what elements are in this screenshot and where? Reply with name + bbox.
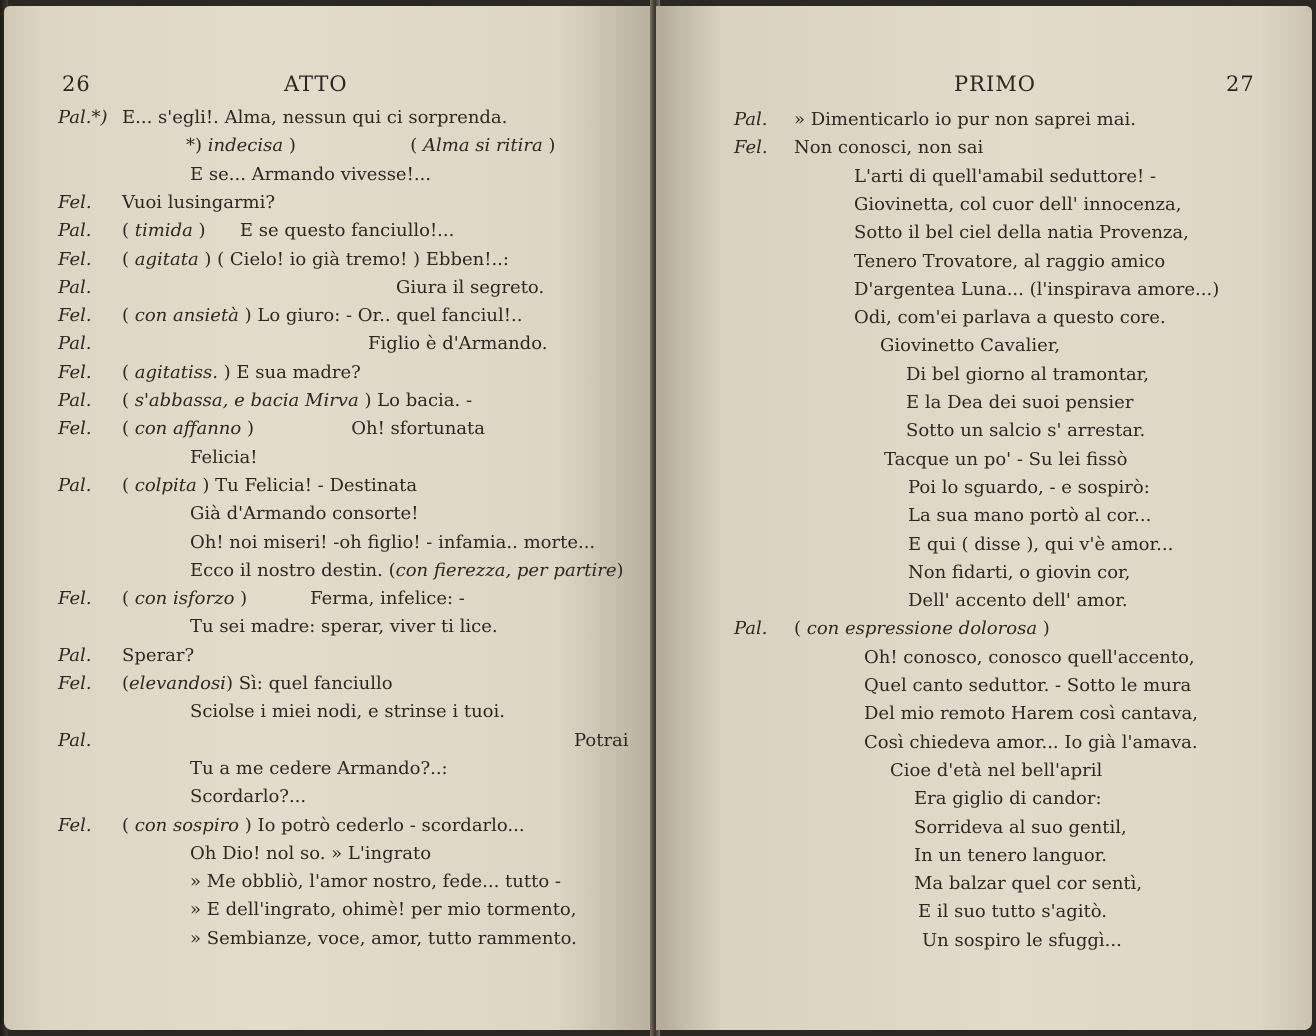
dialogue-text: » E dell'ingrato, ohimè! per mio tormento, <box>190 899 577 921</box>
dialogue-text: Così chiedeva amor... Io già l'amava. <box>864 731 1198 753</box>
speaker-label: Fel. <box>58 191 92 213</box>
dialogue-text: ( <box>122 220 135 242</box>
verse-line <box>854 219 1312 247</box>
speaker-label: Fel. <box>58 814 92 836</box>
dialogue-text: ( <box>122 474 135 496</box>
stage-direction: con espressione dolorosa <box>806 618 1038 640</box>
verse-line <box>122 302 654 330</box>
stage-direction: con sospiro <box>134 814 240 836</box>
dialogue-text: E... s'egli!. Alma, nessun qui ci sorprenda. <box>122 107 508 128</box>
dialogue-text: Scordarlo?... <box>190 786 307 808</box>
dialogue-text: ( <box>122 814 135 836</box>
right-running-head: PRIMO <box>954 72 1036 96</box>
verse-line <box>918 898 1312 926</box>
left-page <box>4 6 654 1030</box>
dialogue-text: ) ( <box>283 135 424 157</box>
speaker-label: Fel. <box>58 361 92 383</box>
dialogue-text: Tacque un po' - Su lei fissò <box>884 448 1128 470</box>
dialogue-text: Ma balzar quel cor sentì, <box>914 873 1143 895</box>
dialogue-text: La sua mano portò al cor... <box>908 505 1152 527</box>
dialogue-text: Oh Dio! nol so. » L'ingrato <box>190 842 432 864</box>
stage-direction: con fierezza, per partire <box>395 559 617 581</box>
verse-line <box>914 785 1312 813</box>
speaker-label: Fel. <box>734 137 768 159</box>
speaker-label: Pal. <box>58 333 92 355</box>
dialogue-text: Giovinetta, col cuor dell' innocenza, <box>854 193 1182 215</box>
verse-line <box>122 812 654 840</box>
dialogue-text: ( <box>122 248 135 270</box>
dialogue-text: Un sospiro le sfuggì... <box>922 929 1122 951</box>
dialogue-text: ( <box>122 390 135 411</box>
stage-direction: agitatiss. <box>134 361 218 383</box>
stage-direction: colpita <box>134 474 197 496</box>
verse-line <box>190 444 654 472</box>
verse-line <box>574 727 654 755</box>
verse-line <box>190 896 654 924</box>
verse-line <box>884 446 1312 474</box>
dialogue-text: » Sembianze, voce, amor, tutto rammento. <box>190 927 577 949</box>
dialogue-text: Oh! conosco, conosco quell'accento, <box>864 646 1195 668</box>
verse-line <box>190 755 654 783</box>
dialogue-text: Vuoi lusingarmi? <box>122 191 276 213</box>
verse-line <box>122 189 654 217</box>
dialogue-text: *) <box>186 135 208 157</box>
verse-line <box>890 757 1312 785</box>
stage-direction: s'abbassa, e bacia Mirva <box>134 390 359 411</box>
stage-direction: Alma si ritira <box>423 135 543 157</box>
verse-line <box>906 417 1312 445</box>
dialogue-text: Sperar? <box>122 644 195 666</box>
speaker-label: Pal. <box>734 109 768 130</box>
verse-line <box>186 132 654 160</box>
verse-line <box>854 163 1312 191</box>
dialogue-text: ) <box>616 559 624 581</box>
dialogue-text: ) Io potrò cederlo - scordarlo... <box>239 814 525 836</box>
dialogue-text: Tu a me cedere Armando?..: <box>190 757 448 779</box>
dialogue-text: ( <box>122 418 135 440</box>
dialogue-text: Ecco il nostro destin. ( <box>190 559 396 581</box>
verse-line <box>122 670 654 698</box>
stage-direction: indecisa <box>207 135 284 157</box>
right-page-number: 27 <box>1226 72 1255 96</box>
verse-line <box>854 276 1312 304</box>
speaker-label: Pal. <box>58 276 92 298</box>
dialogue-text: ( <box>122 673 130 694</box>
verse-line <box>908 559 1312 587</box>
verse-line <box>190 868 654 896</box>
dialogue-text: Non conosci, non sai <box>794 137 984 159</box>
dialogue-text: Tu sei madre: sperar, viver ti lice. <box>190 616 498 638</box>
dialogue-text: Quel canto seduttor. - Sotto le mura <box>864 675 1192 696</box>
dialogue-text: Giura il segreto. <box>396 276 545 298</box>
dialogue-text: ) Lo bacia. - <box>358 390 473 411</box>
verse-line <box>854 304 1312 332</box>
dialogue-text: E qui ( disse ), qui v'è amor... <box>908 533 1174 555</box>
verse-line <box>190 529 654 557</box>
verse-line <box>864 672 1312 700</box>
dialogue-text: Non fidarti, o giovin cor, <box>908 561 1131 583</box>
dialogue-text: Cioe d'età nel bell'april <box>890 759 1103 781</box>
verse-line <box>190 925 654 953</box>
stage-direction: con affanno <box>134 418 242 440</box>
left-page-number: 26 <box>62 72 91 96</box>
speaker-label: Fel. <box>58 418 92 440</box>
dialogue-text: Oh! noi miseri! -oh figlio! - infamia.. morte... <box>190 531 596 553</box>
speaker-label: Pal. <box>58 644 92 666</box>
stage-direction: con ansietà <box>134 305 239 327</box>
dialogue-text: ) Tu Felicia! - Destinata <box>196 474 418 496</box>
dialogue-text: ( <box>794 618 807 640</box>
verse-line <box>190 500 654 528</box>
dialogue-text: Odi, com'ei parlava a questo core. <box>854 307 1166 329</box>
verse-line <box>122 217 654 245</box>
verse-line <box>190 613 654 641</box>
verse-line <box>190 557 654 585</box>
verse-line <box>914 842 1312 870</box>
speaker-label: Pal. <box>58 474 92 496</box>
dialogue-text: Poi lo sguardo, - e sospirò: <box>908 476 1150 498</box>
verse-line <box>908 531 1312 559</box>
dialogue-text: Già d'Armando consorte! <box>190 503 419 525</box>
verse-line <box>122 415 654 443</box>
speaker-label: Pal.*) <box>58 107 108 128</box>
verse-line <box>880 332 1312 360</box>
speaker-label: Pal. <box>58 729 92 751</box>
dialogue-text: Tenero Trovatore, al raggio amico <box>854 250 1166 272</box>
verse-line <box>122 585 654 613</box>
verse-line <box>794 106 1312 134</box>
stage-direction: agitata <box>134 248 199 270</box>
verse-line <box>914 870 1312 898</box>
dialogue-text: Era giglio di candor: <box>914 788 1102 810</box>
verse-line <box>864 700 1312 728</box>
verse-line <box>854 191 1312 219</box>
dialogue-text: ( <box>122 588 135 610</box>
dialogue-text: Sorrideva al suo gentil, <box>914 816 1127 838</box>
dialogue-text: ) ( Cielo! io già tremo! ) Ebben!..: <box>198 248 509 270</box>
verse-line <box>368 330 654 358</box>
verse-line <box>122 246 654 274</box>
dialogue-text: Sotto un salcio s' arrestar. <box>906 420 1146 442</box>
dialogue-text: E il suo tutto s'agitò. <box>918 901 1108 923</box>
verse-line <box>864 729 1312 757</box>
dialogue-text: L'arti di quell'amabil seduttore! - <box>854 165 1157 187</box>
verse-line <box>794 615 1312 643</box>
dialogue-text: ) Ferma, infelice: - <box>234 588 465 610</box>
dialogue-text: ) Lo giuro: - Or.. quel fanciul!.. <box>238 305 523 327</box>
dialogue-text: D'argentea Luna... (l'inspirava amore...) <box>854 278 1220 300</box>
dialogue-text: ) Oh! sfortunata <box>241 418 486 440</box>
dialogue-text: » Dimenticarlo io pur non saprei mai. <box>794 109 1136 130</box>
verse-line <box>190 698 654 726</box>
verse-line <box>396 274 654 302</box>
dialogue-text: Sotto il bel ciel della natia Provenza, <box>854 222 1189 244</box>
verse-line <box>864 644 1312 672</box>
dialogue-text: Dell' accento dell' amor. <box>908 590 1128 612</box>
speaker-label: Fel. <box>58 248 92 270</box>
speaker-label: Fel. <box>58 305 92 327</box>
dialogue-text: ( <box>122 305 135 327</box>
dialogue-text: Felicia! <box>190 446 258 468</box>
dialogue-text: Potrai <box>574 729 629 751</box>
dialogue-text: Sciolse i miei nodi, e strinse i tuoi. <box>190 701 505 723</box>
verse-line <box>922 927 1312 955</box>
dialogue-text: E se... Armando vivesse!... <box>190 163 431 185</box>
stage-direction: timida <box>134 220 193 242</box>
verse-line <box>190 840 654 868</box>
dialogue-text: ) Sì: quel fanciullo <box>225 673 393 694</box>
speaker-label: Pal. <box>58 220 92 242</box>
dialogue-text: ) E se questo fanciullo!... <box>192 220 455 242</box>
verse-line <box>122 104 654 132</box>
dialogue-text: Del mio remoto Harem così cantava, <box>864 703 1199 725</box>
verse-line <box>122 472 654 500</box>
dialogue-text: ( <box>122 361 135 383</box>
dialogue-text: ) <box>1037 618 1050 640</box>
right-page <box>656 6 1312 1030</box>
speaker-label: Pal. <box>58 390 92 411</box>
verse-line <box>854 248 1312 276</box>
verse-line <box>794 134 1312 162</box>
verse-line <box>190 783 654 811</box>
verse-line <box>908 502 1312 530</box>
dialogue-text: In un tenero languor. <box>914 844 1108 866</box>
verse-line <box>190 161 654 189</box>
dialogue-text: Giovinetto Cavalier, <box>880 335 1061 357</box>
dialogue-text: Figlio è d'Armando. <box>368 333 548 355</box>
verse-line <box>906 361 1312 389</box>
speaker-label: Fel. <box>58 673 92 694</box>
dialogue-text: » Me obbliò, l'amor nostro, fede... tutto - <box>190 871 561 893</box>
stage-direction: con isforzo <box>134 588 235 610</box>
verse-line <box>906 389 1312 417</box>
verse-line <box>914 814 1312 842</box>
dialogue-text: ) E sua madre? <box>217 361 361 383</box>
left-running-head: ATTO <box>284 72 348 96</box>
dialogue-text: E la Dea dei suoi pensier <box>906 392 1134 413</box>
verse-line <box>908 587 1312 615</box>
stage-direction: elevandosi <box>129 673 226 694</box>
dialogue-text: Di bel giorno al tramontar, <box>906 363 1150 385</box>
verse-line <box>908 474 1312 502</box>
verse-line <box>122 359 654 387</box>
speaker-label: Fel. <box>58 588 92 610</box>
verse-line <box>122 642 654 670</box>
speaker-label: Pal. <box>734 618 768 640</box>
dialogue-text: ) <box>542 135 556 157</box>
verse-line <box>122 387 654 415</box>
